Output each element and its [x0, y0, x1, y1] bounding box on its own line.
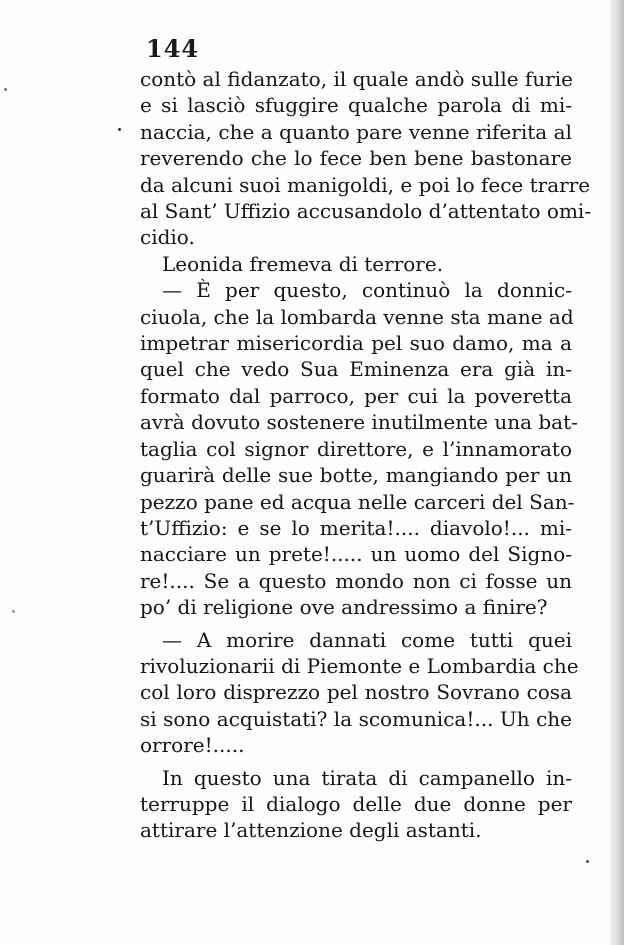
text-line: taglia col signor direttore, e l’innamorato [140, 436, 572, 461]
text-line: po’ di religione ove andressimo a finire? [140, 595, 548, 620]
text-line: nacciare un prete!..... un uomo del Signo- [140, 542, 572, 567]
text-line: — È per questo, continuò la donnic- [162, 278, 572, 303]
text-line: — A morire dannati come tutti quei [162, 627, 572, 652]
scan-speck [12, 610, 15, 613]
scan-speck [118, 128, 121, 131]
text-line: terruppe il dialogo delle due donne per [140, 791, 572, 816]
text-line: ciuola, che la lombarda venne sta mane ad [140, 304, 574, 329]
page-body-text [140, 66, 592, 844]
text-line: attirare l’attenzione degli astanti. [140, 818, 482, 843]
text-line: guarirà delle sue botte, mangiando per un [140, 463, 572, 488]
text-line: reverendo che lo fece ben bene bastonare [140, 146, 572, 171]
text-line: contò al fidanzato, il quale andò sulle furie [140, 67, 573, 91]
text-line: t’Uffizio: e se lo merita!.... diavolo!... mi- [140, 515, 572, 540]
text-line: re!.... Se a questo mondo non ci fosse un [140, 568, 572, 593]
text-line: avrà dovuto sostenere inutilmente una bat- [140, 410, 578, 435]
text-line: formato dal parroco, per cui la poveretta [140, 383, 572, 408]
text-line: impetrar misericordia pel suo damo, ma a [140, 331, 572, 356]
text-line: orrore!..... [140, 733, 245, 758]
text-line: al Sant’ Uffizio accusandolo d’attentato omi- [140, 199, 592, 224]
page-number: 144 [146, 34, 200, 63]
text-line: rivoluzionarii di Piemonte e Lombardia che [140, 653, 579, 678]
text-line: Leonida fremeva di terrore. [162, 251, 444, 276]
text-line: In questo una tirata di campanello in- [162, 765, 572, 790]
text-line: pezzo pane ed acqua nelle carceri del San- [140, 489, 575, 514]
text-line: quel che vedo Sua Eminenza era già in- [140, 357, 572, 382]
text-line: si sono acquistati? la scomunica!... Uh che [140, 706, 572, 731]
text-line: naccia, che a quanto pare venne riferita al [140, 119, 572, 144]
text-line: col loro disprezzo pel nostro Sovrano cosa [140, 680, 572, 705]
text-line: e si lasciò sfuggire qualche parola di mi- [140, 93, 572, 118]
scan-speck [4, 88, 7, 91]
scan-speck [586, 860, 589, 863]
page-edge-shadow [610, 0, 624, 945]
text-line: cidio. [140, 225, 195, 250]
text-line: da alcuni suoi manigoldi, e poi lo fece trarre [140, 172, 591, 197]
